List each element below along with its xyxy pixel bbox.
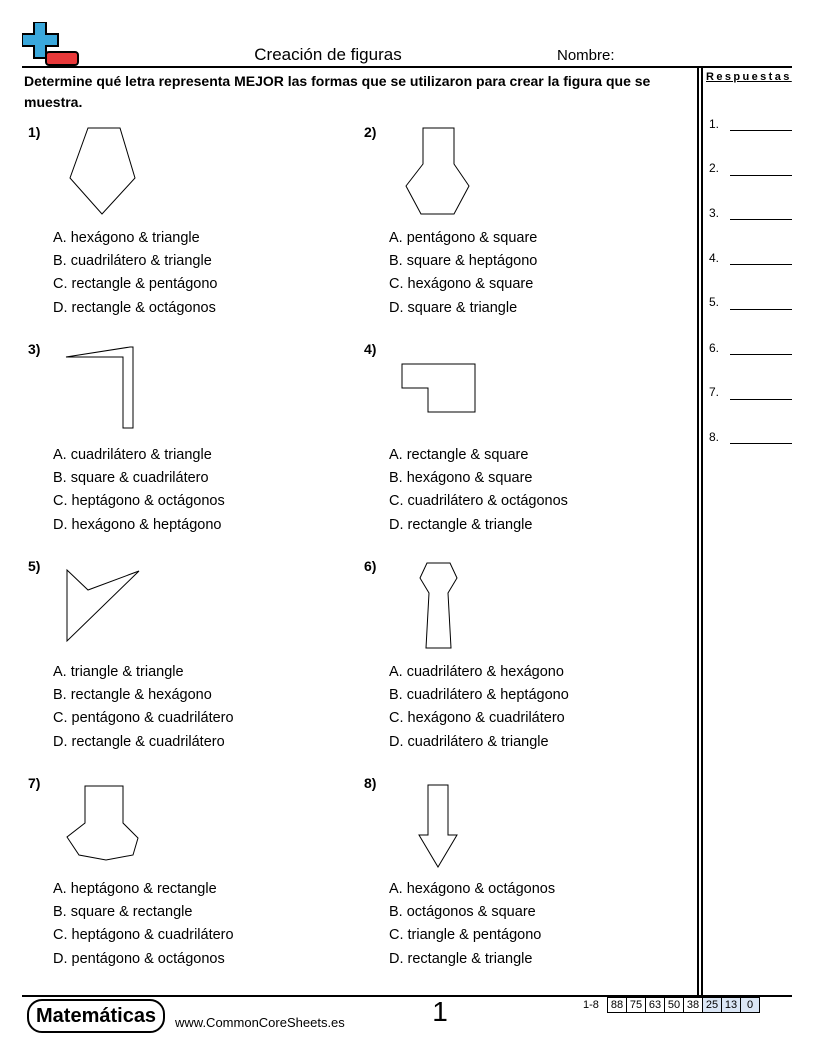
answer-choices — [53, 444, 225, 537]
choice-c[interactable]: C. hexágono & cuadrilátero — [389, 710, 565, 727]
choice-c[interactable]: C. heptágono & octágonos — [53, 493, 225, 510]
arrow-shape — [0, 0, 1, 1]
score-cell: 38 — [684, 998, 703, 1013]
question-number: 8) — [364, 775, 377, 791]
choice-d[interactable]: D. square & triangle — [389, 299, 518, 316]
answer-choices — [389, 878, 555, 971]
answer-blank-1[interactable] — [730, 130, 792, 131]
question-number: 4) — [364, 341, 377, 357]
answer-label: 2. — [709, 161, 720, 175]
choice-b[interactable]: B. cuadrilátero & heptágono — [389, 687, 569, 704]
question-number: 5) — [28, 558, 41, 574]
answer-blank-3[interactable] — [730, 219, 792, 220]
choice-a[interactable]: A. cuadrilátero & triangle — [53, 447, 212, 463]
answer-blank-4[interactable] — [730, 264, 792, 265]
choice-b[interactable]: B. octágonos & square — [389, 904, 536, 921]
choice-d[interactable]: D. rectangle & cuadrilátero — [53, 733, 225, 750]
choice-d[interactable]: D. rectangle & octágonos — [53, 299, 216, 316]
brand-badge: Matemáticas — [27, 999, 165, 1033]
choice-c[interactable]: C. heptágono & cuadrilátero — [53, 927, 234, 944]
question-number: 1) — [28, 124, 41, 140]
choice-a[interactable]: A. heptágono & rectangle — [53, 881, 217, 897]
score-cell: 75 — [627, 998, 646, 1013]
question-number: 2) — [364, 124, 377, 140]
choice-d[interactable]: D. hexágono & heptágono — [53, 516, 222, 533]
worksheet-title: Creación de figuras — [254, 45, 402, 64]
score-cell: 25 — [703, 998, 722, 1013]
question-number: 6) — [364, 558, 377, 574]
site-url: www.CommonCoreSheets.es — [175, 1015, 345, 1030]
answer-label: 1. — [709, 117, 720, 131]
answer-column-border — [701, 68, 703, 996]
answer-blank-2[interactable] — [730, 175, 792, 176]
score-cell: 0 — [741, 998, 760, 1013]
answer-blank-5[interactable] — [730, 309, 792, 310]
choice-c[interactable]: C. cuadrilátero & octágonos — [389, 493, 568, 510]
score-table — [607, 997, 760, 1013]
choice-c[interactable]: C. hexágono & square — [389, 276, 534, 293]
choice-b[interactable]: B. rectangle & hexágono — [53, 687, 212, 704]
choice-c[interactable]: C. pentágono & cuadrilátero — [53, 710, 234, 727]
choice-a[interactable]: A. triangle & triangle — [53, 664, 184, 680]
choice-c[interactable]: C. rectangle & pentágono — [53, 276, 218, 293]
score-cell: 50 — [665, 998, 684, 1013]
choice-a[interactable]: A. hexágono & triangle — [53, 230, 200, 246]
answer-label: 6. — [709, 341, 720, 355]
answer-blank-7[interactable] — [730, 399, 792, 400]
score-cell: 13 — [722, 998, 741, 1013]
choice-a[interactable]: A. hexágono & octágonos — [389, 881, 556, 897]
answer-blank-8[interactable] — [730, 443, 792, 444]
score-range: 1-8 — [583, 999, 599, 1011]
answer-label: 5. — [709, 295, 720, 309]
answer-column-border — [697, 68, 699, 996]
question-number: 3) — [28, 341, 41, 357]
choice-b[interactable]: B. cuadrilátero & triangle — [53, 253, 212, 270]
score-cell: 88 — [608, 998, 627, 1013]
answer-choices — [53, 227, 217, 320]
instructions: Determine qué letra representa MEJOR las formas que se utilizaron para crear la figura que se muestra. — [24, 73, 651, 110]
answer-choices — [53, 661, 234, 754]
choice-a[interactable]: A. cuadrilátero & hexágono — [389, 664, 564, 680]
answer-choices — [389, 227, 537, 320]
name-label: Nombre: — [557, 47, 615, 64]
choice-d[interactable]: D. rectangle & triangle — [389, 950, 533, 967]
choice-d[interactable]: D. rectangle & triangle — [389, 516, 533, 533]
answer-choices — [53, 878, 234, 971]
choice-b[interactable]: B. square & rectangle — [53, 904, 193, 921]
answer-label: 4. — [709, 251, 720, 265]
answer-label: 7. — [709, 385, 720, 399]
choice-d[interactable]: D. pentágono & octágonos — [53, 950, 225, 967]
answer-choices — [389, 444, 568, 537]
answer-label: 3. — [709, 206, 720, 220]
choice-b[interactable]: B. hexágono & square — [389, 470, 533, 487]
answer-label: 8. — [709, 430, 720, 444]
choice-b[interactable]: B. square & heptágono — [389, 253, 538, 270]
choice-a[interactable]: A. rectangle & square — [389, 447, 529, 463]
score-cell: 63 — [646, 998, 665, 1013]
answer-choices — [389, 661, 569, 754]
answer-blank-6[interactable] — [730, 354, 792, 355]
choice-a[interactable]: A. pentágono & square — [389, 230, 538, 246]
question-number: 7) — [28, 775, 41, 791]
page-number: 1 — [432, 996, 448, 1027]
header-divider — [22, 66, 792, 68]
choice-c[interactable]: C. triangle & pentágono — [389, 927, 542, 944]
choice-d[interactable]: D. cuadrilátero & triangle — [389, 733, 549, 750]
answers-heading: Respuestas — [706, 71, 792, 83]
choice-b[interactable]: B. square & cuadrilátero — [53, 470, 209, 487]
